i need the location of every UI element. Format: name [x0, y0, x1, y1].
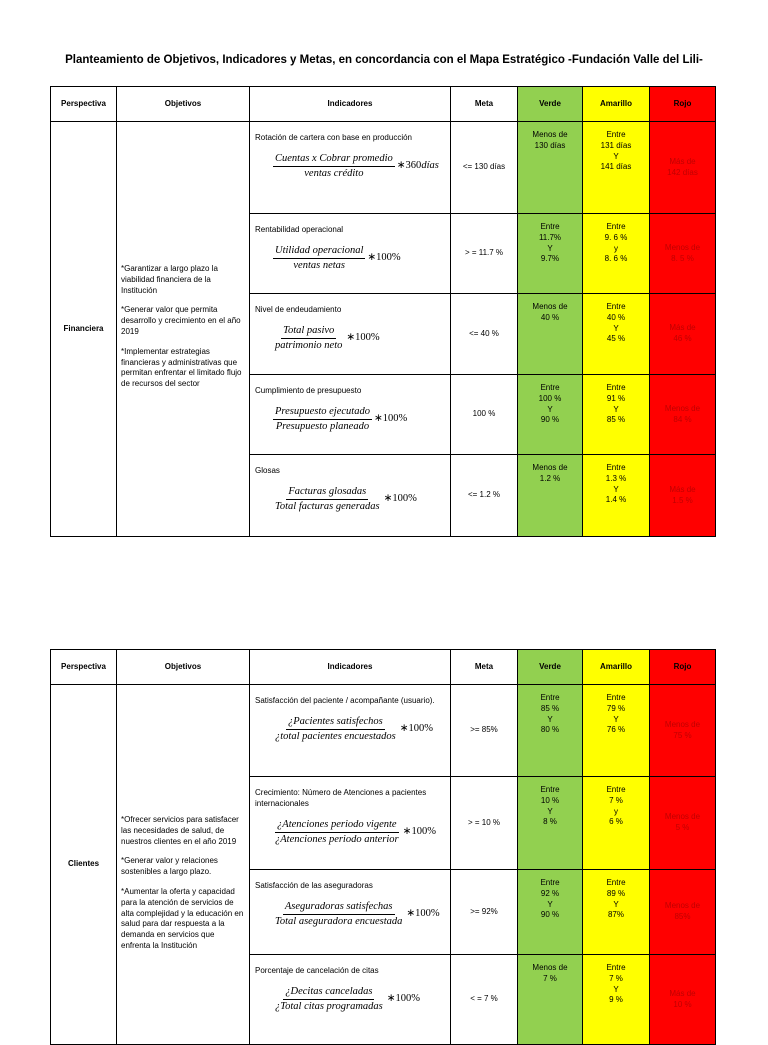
- indicador-name: Nivel de endeudamiento: [255, 305, 342, 314]
- verde-cell-line: Menos de: [532, 963, 568, 972]
- rojo-cell-line: Menos de: [664, 901, 701, 911]
- amarillo-cell-line: 8. 6 %: [604, 254, 628, 264]
- objetivo-text: *Ofrecer servicios para satisfacer las necesidades de salud, de nuestros clientes en el año 2019: [121, 815, 239, 846]
- header-indicadores: Indicadores: [250, 650, 451, 685]
- verde-cell-line: 130 días: [534, 140, 566, 150]
- formula-numerator: Facturas glosadas: [286, 485, 368, 500]
- indicador-name: Satisfacción del paciente / acompañante (usuario).: [255, 696, 435, 705]
- formula-numerator: Utilidad operacional: [273, 244, 365, 259]
- formula-multiplier: ∗100%: [406, 908, 440, 920]
- clientes-table: [50, 649, 716, 1045]
- formula-fraction: [273, 324, 344, 353]
- verde-cell-line: Entre: [540, 785, 560, 794]
- rojo-cell-line: Menos de: [664, 812, 701, 822]
- rojo-cell-line: 75 %: [673, 730, 692, 740]
- verde-cell-line: 11.7%: [538, 232, 562, 242]
- verde-cell-line: 80 %: [540, 725, 560, 735]
- verde-cell: [518, 870, 583, 955]
- formula-fraction: [273, 405, 372, 434]
- indicador-cell: [250, 685, 451, 777]
- verde-cell-line: Y: [547, 714, 553, 724]
- header-meta: Meta: [451, 87, 518, 122]
- amarillo-cell-line: Entre: [606, 963, 626, 972]
- indicador-cell: [250, 294, 451, 375]
- verde-cell-line: 7 %: [543, 973, 557, 983]
- amarillo-cell: [583, 685, 650, 777]
- formula-unit: días: [421, 160, 439, 172]
- formula-fraction: [273, 985, 385, 1014]
- formula-denominator: ventas netas: [293, 259, 345, 271]
- page-title: Planteamiento de Objetivos, Indicadores y Metas, en concordancia con el Mapa Estratégico -Fundación Valle del Lili-: [65, 54, 703, 66]
- amarillo-cell-line: 40 %: [606, 312, 626, 322]
- formula-multiplier: ∗100%: [346, 332, 380, 344]
- header-perspectiva: Perspectiva: [51, 87, 117, 122]
- indicador-cell: [250, 870, 451, 955]
- formula-multiplier: ∗100%: [399, 723, 434, 735]
- formula-denominator: Total aseguradora encuestada: [275, 915, 403, 927]
- objetivo-text: *Generar valor y relaciones sostenibles a largo plazo.: [121, 856, 218, 877]
- verde-cell-line: Y: [547, 404, 553, 414]
- verde-cell-line: Menos de: [532, 463, 568, 472]
- rojo-cell-line: 142 días: [667, 167, 698, 177]
- meta-cell: <= 1.2 %: [451, 455, 518, 537]
- formula-denominator: ventas crédito: [304, 167, 364, 179]
- rojo-cell: [650, 294, 716, 375]
- indicador-name: Rentabilidad operacional: [255, 225, 344, 234]
- verde-cell-line: Entre: [540, 222, 560, 231]
- formula-multiplier: ∗100%: [386, 993, 421, 1005]
- indicador-formula: [273, 244, 401, 273]
- amarillo-cell-line: Y: [613, 984, 619, 994]
- verde-cell-line: Entre: [540, 693, 560, 702]
- meta-cell: <= 130 días: [451, 122, 518, 214]
- amarillo-cell-line: Entre: [606, 785, 626, 794]
- header-rojo: Rojo: [650, 650, 716, 685]
- formula-multiplier: ∗360: [396, 160, 422, 172]
- indicador-formula: [273, 152, 439, 181]
- formula-fraction: [273, 152, 395, 181]
- formula-numerator: ¿Decitas canceladas: [283, 985, 374, 1000]
- formula-multiplier: ∗100%: [367, 252, 401, 264]
- objetivo-text: *Generar valor que permita desarrollo y crecimiento en el año 2019: [121, 305, 241, 336]
- verde-cell-line: 92 %: [540, 888, 560, 898]
- amarillo-cell-line: 45 %: [606, 334, 626, 344]
- indicador-cell: [250, 455, 451, 537]
- formula-numerator: ¿Pacientes satisfechos: [286, 715, 385, 730]
- indicador-formula: [273, 405, 407, 434]
- verde-cell-line: 8 %: [543, 817, 557, 827]
- verde-cell-line: 85 %: [540, 703, 560, 713]
- formula-multiplier: ∗100%: [373, 413, 408, 425]
- amarillo-cell-line: 7 %: [609, 973, 623, 983]
- formula-multiplier: ∗100%: [402, 826, 436, 838]
- formula-denominator: patrimonio neto: [275, 339, 343, 351]
- verde-cell-line: 100 %: [538, 393, 562, 403]
- header-verde: Verde: [518, 87, 583, 122]
- amarillo-cell-line: Entre: [606, 222, 626, 231]
- header-meta: Meta: [451, 650, 518, 685]
- indicador-cell: [250, 214, 451, 294]
- objetivos-cell: [117, 122, 250, 537]
- formula-fraction: [273, 900, 404, 929]
- meta-cell: 100 %: [451, 375, 518, 455]
- amarillo-cell-line: 9 %: [609, 995, 623, 1005]
- rojo-cell-line: 8. 5 %: [671, 253, 694, 263]
- formula-denominator: ¿Atenciones periodo anterior: [275, 833, 399, 845]
- amarillo-cell-line: Y: [613, 899, 619, 909]
- meta-cell: >= 92%: [451, 870, 518, 955]
- amarillo-cell-line: 6 %: [609, 817, 623, 827]
- formula-multiplier: ∗100%: [383, 493, 417, 505]
- rojo-cell-line: Menos de: [664, 403, 701, 413]
- verde-cell-line: Menos de: [532, 302, 568, 311]
- verde-cell-line: Y: [547, 806, 553, 816]
- amarillo-cell: [583, 955, 650, 1045]
- amarillo-cell-line: Y: [613, 484, 619, 494]
- amarillo-cell-line: Y: [613, 323, 619, 333]
- amarillo-cell-line: Y: [613, 714, 619, 724]
- table-row: [51, 685, 716, 777]
- indicador-formula: [273, 985, 420, 1014]
- rojo-cell-line: 10 %: [673, 999, 692, 1009]
- amarillo-cell-line: y: [614, 806, 618, 816]
- header-perspectiva: Perspectiva: [51, 650, 117, 685]
- header-verde: Verde: [518, 650, 583, 685]
- rojo-cell-line: 85%: [674, 912, 691, 921]
- amarillo-cell-line: 87%: [607, 910, 624, 920]
- indicador-cell: [250, 375, 451, 455]
- meta-cell: >= 85%: [451, 685, 518, 777]
- rojo-cell-line: 46 %: [673, 334, 692, 343]
- verde-cell-line: Menos de: [532, 130, 568, 139]
- verde-cell-line: 1.2 %: [539, 473, 561, 483]
- objetivos-cell: [117, 685, 250, 1045]
- amarillo-cell: [583, 777, 650, 870]
- perspectiva-cell: Clientes: [51, 685, 117, 1045]
- indicador-formula: [273, 818, 436, 847]
- table-row: [51, 122, 716, 214]
- rojo-cell-line: Más de: [669, 323, 696, 333]
- amarillo-cell: [583, 294, 650, 375]
- formula-numerator: Presupuesto ejecutado: [273, 405, 372, 420]
- meta-cell: <= 40 %: [451, 294, 518, 375]
- verde-cell: [518, 455, 583, 537]
- header-objetivos: Objetivos: [117, 87, 250, 122]
- indicador-formula: [273, 715, 433, 744]
- formula-numerator: Total pasivo: [281, 324, 336, 339]
- verde-cell: [518, 122, 583, 214]
- amarillo-cell-line: Y: [613, 151, 619, 161]
- indicador-formula: [273, 900, 440, 929]
- indicador-name: Glosas: [255, 466, 280, 475]
- indicador-cell: [250, 777, 451, 870]
- indicador-name: Rotación de cartera con base en producción: [255, 133, 412, 142]
- amarillo-cell-line: y: [614, 243, 618, 253]
- formula-fraction: [273, 818, 401, 847]
- formula-numerator: Cuentas x Cobrar promedio: [273, 152, 395, 167]
- formula-numerator: Aseguradoras satisfechas: [283, 900, 395, 915]
- amarillo-cell: [583, 375, 650, 455]
- verde-cell-line: Y: [547, 243, 553, 253]
- formula-fraction: [273, 244, 365, 273]
- perspectiva-cell: Financiera: [51, 122, 117, 537]
- formula-denominator: ¿Total citas programadas: [275, 1000, 383, 1012]
- amarillo-cell-line: Entre: [606, 878, 626, 887]
- amarillo-cell: [583, 870, 650, 955]
- header-amarillo: Amarillo: [583, 87, 650, 122]
- rojo-cell: [650, 777, 716, 870]
- verde-cell-line: Entre: [540, 878, 560, 887]
- rojo-cell-line: 84 %: [673, 414, 692, 424]
- meta-cell: < = 7 %: [451, 955, 518, 1045]
- rojo-cell: [650, 455, 716, 537]
- formula-fraction: [273, 485, 382, 514]
- formula-fraction: [273, 715, 398, 744]
- formula-denominator: Total facturas generadas: [275, 500, 380, 512]
- rojo-cell-line: 1.5 %: [672, 495, 693, 505]
- amarillo-cell-line: 85 %: [606, 415, 626, 425]
- indicador-name: Crecimiento: Número de Atenciones a pacientes internacionales: [255, 788, 427, 808]
- amarillo-cell-line: Entre: [606, 693, 626, 702]
- indicador-name: Satisfacción de las aseguradoras: [255, 881, 373, 890]
- objetivo-text: *Garantizar a largo plazo la viabilidad financiera de la Institución: [121, 264, 218, 295]
- amarillo-cell-line: Entre: [606, 130, 626, 139]
- rojo-cell-line: 5 %: [675, 823, 690, 832]
- amarillo-cell-line: 91 %: [606, 393, 626, 403]
- amarillo-cell-line: Entre: [606, 463, 626, 472]
- financiera-table: [50, 86, 716, 537]
- amarillo-cell-line: Entre: [606, 302, 626, 311]
- amarillo-cell-line: 9. 6 %: [604, 232, 628, 242]
- rojo-cell: [650, 214, 716, 294]
- verde-cell-line: 90 %: [540, 415, 560, 425]
- rojo-cell: [650, 955, 716, 1045]
- formula-numerator: ¿Atenciones periodo vigente: [275, 818, 399, 833]
- amarillo-cell-line: 79 %: [606, 703, 626, 713]
- verde-cell-line: Y: [547, 899, 553, 909]
- rojo-cell: [650, 870, 716, 955]
- verde-cell: [518, 955, 583, 1045]
- amarillo-cell-line: 1.4 %: [605, 495, 627, 505]
- rojo-cell-line: Menos de: [664, 242, 701, 252]
- indicador-formula: [273, 485, 417, 514]
- rojo-cell: [650, 685, 716, 777]
- indicador-formula: [273, 324, 380, 353]
- verde-cell: [518, 294, 583, 375]
- amarillo-cell-line: 7 %: [609, 795, 623, 805]
- rojo-cell-line: Menos de: [664, 719, 701, 729]
- header-indicadores: Indicadores: [250, 87, 451, 122]
- header-rojo: Rojo: [650, 87, 716, 122]
- meta-cell: > = 10 %: [451, 777, 518, 870]
- verde-cell: [518, 375, 583, 455]
- meta-cell: > = 11.7 %: [451, 214, 518, 294]
- verde-cell-line: 10 %: [540, 795, 560, 805]
- indicador-cell: [250, 955, 451, 1045]
- formula-denominator: Presupuesto planeado: [275, 420, 370, 432]
- verde-cell: [518, 777, 583, 870]
- amarillo-cell-line: 76 %: [606, 725, 626, 735]
- verde-cell-line: 9.7%: [540, 254, 560, 264]
- objetivo-text: *Implementar estrategias financieras y administrativas que permitan enfrentar el limitado flujo de recursos del sector: [121, 346, 242, 389]
- amarillo-cell-line: 1.3 %: [605, 473, 627, 483]
- formula-denominator: ¿total pacientes encuestados: [275, 730, 396, 742]
- indicador-name: Porcentaje de cancelación de citas: [255, 966, 379, 975]
- amarillo-cell-line: 131 días: [600, 140, 632, 150]
- rojo-cell-line: Más de: [669, 156, 696, 166]
- amarillo-cell-line: 141 días: [600, 162, 632, 172]
- verde-cell: [518, 685, 583, 777]
- amarillo-cell: [583, 122, 650, 214]
- amarillo-cell-line: 89 %: [606, 888, 626, 898]
- header-amarillo: Amarillo: [583, 650, 650, 685]
- amarillo-cell: [583, 455, 650, 537]
- verde-cell-line: 90 %: [540, 910, 560, 920]
- amarillo-cell-line: Y: [613, 404, 619, 414]
- rojo-cell-line: Más de: [669, 988, 696, 998]
- verde-cell-line: Entre: [540, 383, 560, 392]
- verde-cell-line: 40 %: [540, 312, 560, 322]
- indicador-cell: [250, 122, 451, 214]
- amarillo-cell: [583, 214, 650, 294]
- indicador-name: Cumplimiento de presupuesto: [255, 386, 362, 395]
- objetivo-text: *Aumentar la oferta y capacidad para la atención de servicios de alta complejidad y la educación en salud para dar respuesta a la demanda en servicios que enfrenta la Institución: [121, 886, 244, 950]
- rojo-cell: [650, 375, 716, 455]
- verde-cell: [518, 214, 583, 294]
- rojo-cell-line: Más de: [669, 484, 696, 494]
- header-objetivos: Objetivos: [117, 650, 250, 685]
- amarillo-cell-line: Entre: [606, 383, 626, 392]
- rojo-cell: [650, 122, 716, 214]
